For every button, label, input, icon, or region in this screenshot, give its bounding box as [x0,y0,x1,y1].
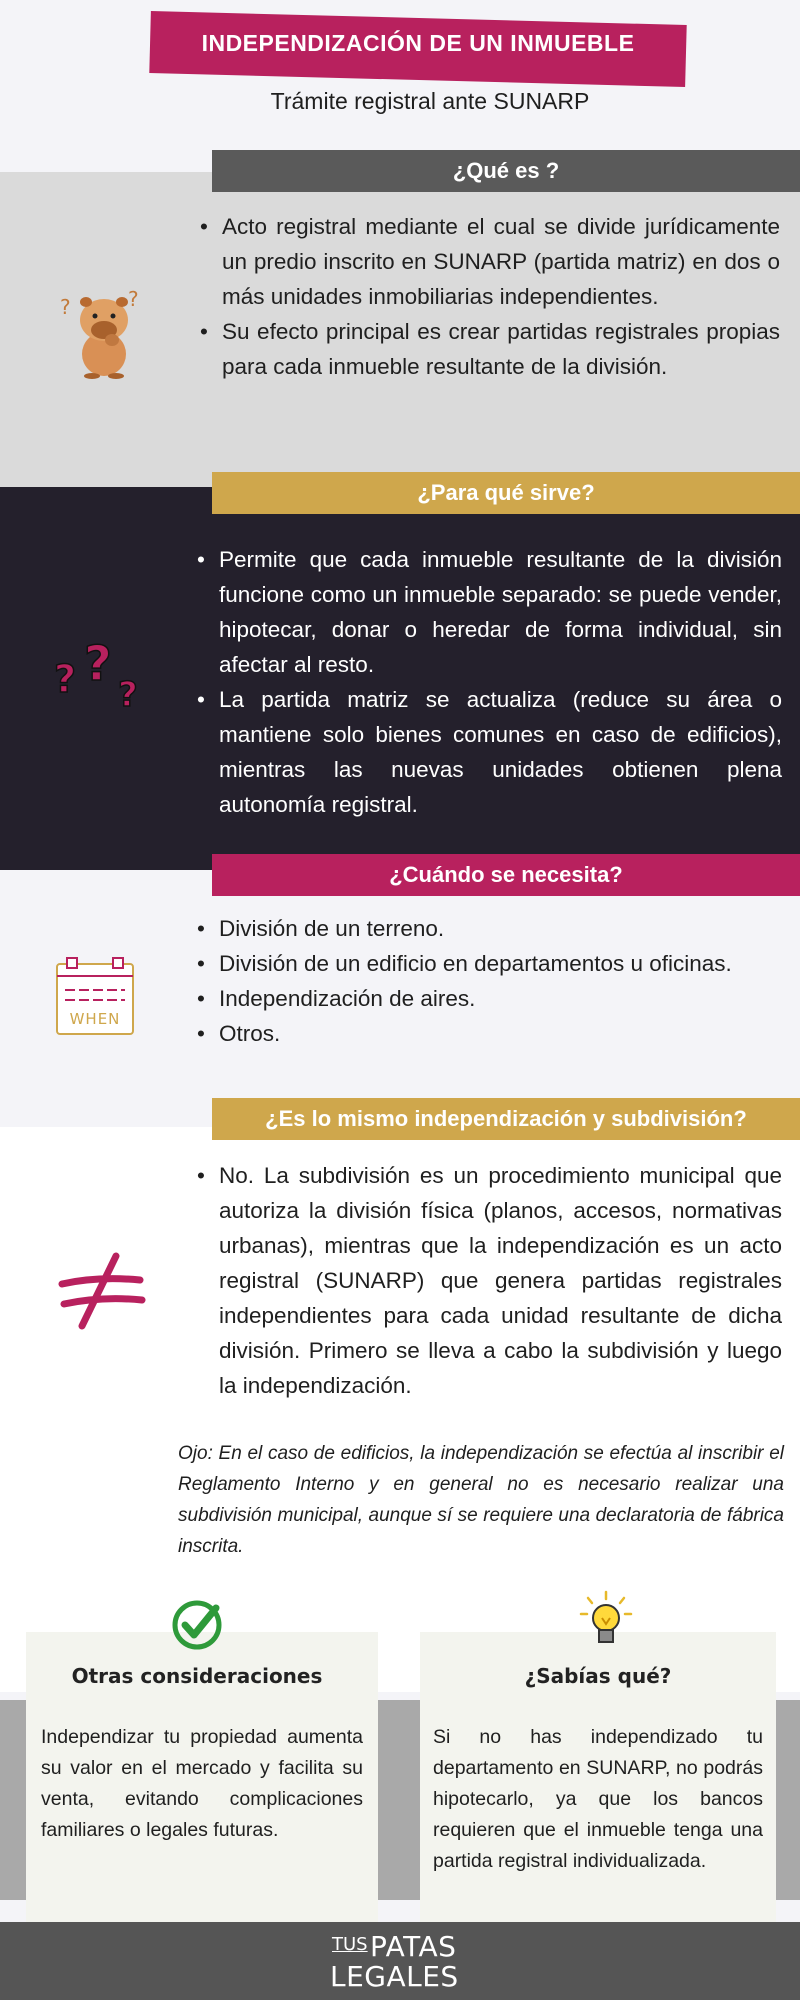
section-when-list [219,911,777,1051]
list-item: • Permite que cada inmueble resultante de la división funcione como un inmueble separado: se puede vender, hipotecar, donar o heredar de forma individual, sin afectar al resto. [219,542,782,682]
calendar-when-icon [55,956,135,1036]
calendar-icon-label: WHEN [69,1010,121,1028]
list-item: • No. La subdivisión es un procedimiento municipal que autoriza la división física (planos, accesos, normativas urbanas), mientras que la independización es un acto registral (SUNARP) que genera partidas registrales independientes para cada unidad resultante de dicha división. Primero se lleva a cabo la subdivisión y luego la independización. [219,1158,782,1403]
logo-top-text: PATAS [370,1930,457,1963]
section-purpose-heading: ¿Para qué sirve? [212,472,800,514]
list-item: • La partida matriz se actualiza (reduce su área o mantiene solo bienes comunes en caso de edificios), mientras las nuevas unidades obtienen plena autonomía registral. [219,682,782,822]
section-what-list [222,209,780,384]
svg-text:?: ? [84,636,112,692]
logo-bottom-text: LEGALES [330,1960,459,1993]
capybara-thinking-icon [58,280,148,380]
svg-text:?: ? [54,657,77,701]
green-check-icon [170,1598,224,1652]
logo-small-text: TUS [332,1934,368,1955]
list-item: • División de un terreno. [219,911,777,946]
list-item: • Acto registral mediante el cual se divide jurídicamente un predio inscrito en SUNARP (partida matriz) en dos o más unidades inmobiliarias independientes. [222,209,780,314]
section-compare-heading: ¿Es lo mismo independización y subdivisión? [212,1098,800,1140]
section-what-heading: ¿Qué es ? [212,150,800,192]
lightbulb-icon [578,1590,634,1652]
card-body: Independizar tu propiedad aumenta su valor en el mercado y facilita su venta, evitando complicaciones familiares o legales futuras. [41,1726,363,1841]
section-when-heading: ¿Cuándo se necesita? [212,854,800,896]
card-title: Otras consideraciones [71,1664,323,1688]
note-text: Ojo: En el caso de edificios, la independización se efectúa al inscribir el Reglamento Interno y en general no es necesario realizar una subdivisión municipal, aunque sí se requiere una declaratoria de fábrica inscrita. [178,1443,784,1557]
list-item: • Su efecto principal es crear partidas registrales propias para cada inmueble resultante de la división. [222,314,780,384]
list-item: • Independización de aires. [219,981,777,1016]
svg-text:?: ? [118,675,138,712]
question-marks-icon [52,632,152,712]
page-title: INDEPENDIZACIÓN DE UN INMUEBLE [201,30,635,56]
brand-logo [330,1930,510,1994]
page-subtitle: Trámite registral ante SUNARP [270,88,590,114]
list-item: • División de un edificio en departamentos u oficinas. [219,946,777,981]
section-compare-list [219,1158,782,1403]
not-equal-icon [58,1250,148,1330]
svg-text:?: ? [60,295,71,319]
svg-text:?: ? [128,287,139,311]
card-body: Si no has independizado tu departamento en SUNARP, no podrás hipotecarlo, ya que los bancos requieren que el inmueble tenga una partida registral individualizada. [433,1726,763,1872]
section-purpose-list [219,542,782,822]
card-title: ¿Sabías qué? [524,1664,672,1688]
list-item: • Otros. [219,1016,777,1051]
